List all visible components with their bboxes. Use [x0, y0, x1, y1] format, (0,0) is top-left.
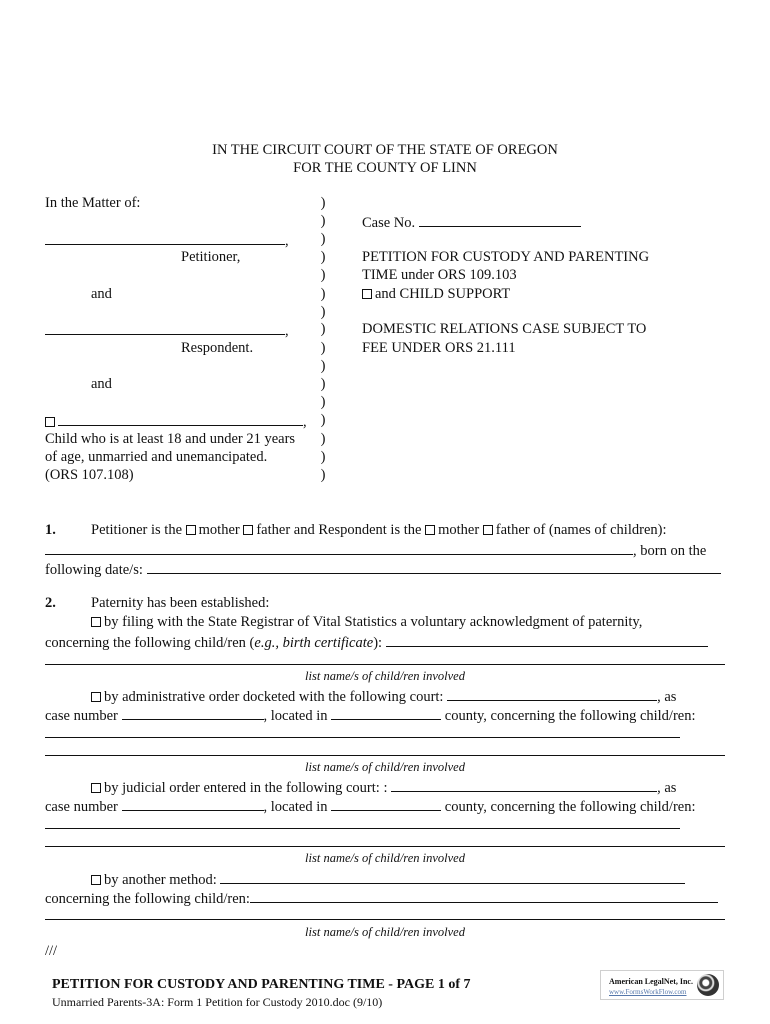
court-heading: IN THE CIRCUIT COURT OF THE STATE OF OREGON [212, 142, 558, 158]
concerning-text-end: ): [373, 635, 383, 651]
petitioner-mother-checkbox[interactable] [186, 525, 196, 535]
case-number-field[interactable] [362, 214, 581, 231]
concerning-children-text: concerning the following child/ren: [45, 891, 250, 907]
birth-dates-field[interactable] [45, 561, 721, 578]
other-method-option[interactable] [91, 871, 685, 888]
section-1-number: 1. [45, 522, 56, 538]
child-desc-line3: (ORS 107.108) [45, 467, 134, 483]
administrative-children-line-2[interactable] [45, 755, 725, 756]
comma: , [303, 414, 307, 430]
administrative-case-field[interactable] [45, 707, 696, 724]
caption-paren: ) [320, 249, 326, 265]
judicial-children-line-1[interactable] [45, 828, 680, 829]
voluntary-ack-children-line-2[interactable] [45, 664, 725, 665]
following-dates-label: following date/s: [45, 562, 143, 578]
caption-paren: ) [320, 431, 326, 447]
county-concerning-text: county, concerning the following child/ren: [444, 799, 696, 815]
located-in-text: , located in [263, 799, 328, 815]
comma: , [285, 323, 289, 339]
footer-title: PETITION FOR CUSTODY AND PARENTING TIME - PAGE 1 of 7 [52, 977, 471, 992]
seal-icon [697, 974, 719, 996]
judicial-case-number-line[interactable] [122, 798, 264, 811]
mother-label: mother [198, 522, 240, 538]
caption-paren: ) [320, 467, 326, 483]
judicial-children-line-2[interactable] [45, 846, 725, 847]
in-matter-label: In the Matter of: [45, 195, 141, 211]
section-1-parent-line [91, 523, 666, 538]
case-number-label: Case No. [362, 215, 416, 231]
case-number-text: case number [45, 799, 118, 815]
list-children-hint: list name/s of child/ren involved [305, 925, 465, 939]
judicial-order-checkbox[interactable] [91, 783, 101, 793]
footer-subtitle: Unmarried Parents-3A: Form 1 Petition for Custody 2010.doc (9/10) [52, 995, 383, 1009]
judicial-court-line[interactable] [391, 779, 657, 792]
child-desc-line2: of age, unmarried and unemancipated. [45, 449, 268, 465]
voluntary-ack-option[interactable] [91, 615, 642, 630]
petitioner-father-checkbox[interactable] [243, 525, 253, 535]
children-names-field[interactable] [45, 542, 706, 559]
administrative-order-checkbox[interactable] [91, 692, 101, 702]
caption-paren: ) [320, 449, 326, 465]
caption-paren: ) [320, 376, 326, 392]
logo-company-name: American LegalNet, Inc. [609, 977, 693, 986]
judicial-order-text: by judicial order entered in the following court: : [104, 780, 388, 796]
caption-paren: ) [320, 340, 326, 356]
caption-paren: ) [320, 231, 326, 247]
county-concerning-text: county, concerning the following child/ren: [444, 708, 696, 724]
mother-label: mother [438, 522, 480, 538]
caption-paren: ) [320, 358, 326, 374]
list-children-hint: list name/s of child/ren involved [305, 851, 465, 865]
child-name-field[interactable] [45, 413, 307, 430]
petition-title-line2: TIME under ORS 109.103 [362, 267, 517, 283]
respondent-father-checkbox[interactable] [483, 525, 493, 535]
birth-certificate-example: e.g., birth certificate [254, 635, 374, 651]
other-method-children-field[interactable] [45, 890, 718, 907]
child-support-label: and CHILD SUPPORT [375, 286, 511, 302]
caption-paren: ) [320, 213, 326, 229]
petitioner-name-field[interactable] [45, 232, 289, 249]
other-method-text: by another method: [104, 872, 217, 888]
located-in-text: , located in [263, 708, 328, 724]
domestic-relations-line1: DOMESTIC RELATIONS CASE SUBJECT TO [362, 321, 647, 337]
voluntary-ack-checkbox[interactable] [91, 617, 101, 627]
comma: , [285, 233, 289, 249]
judicial-county-line[interactable] [331, 798, 441, 811]
list-children-hint: list name/s of child/ren involved [305, 669, 465, 683]
child-name-line[interactable] [58, 413, 303, 426]
administrative-case-number-line[interactable] [122, 707, 264, 720]
judicial-case-field[interactable] [45, 798, 696, 815]
administrative-order-text: by administrative order docketed with the following court: [104, 689, 444, 705]
caption-paren: ) [320, 286, 326, 302]
continued-marker: /// [45, 943, 58, 959]
case-number-text: case number [45, 708, 118, 724]
respondent-name-line[interactable] [45, 322, 285, 335]
caption-paren: ) [320, 267, 326, 283]
respondent-is-text: and Respondent is the [293, 522, 422, 538]
caption-paren: ) [320, 321, 326, 337]
voluntary-ack-text: by filing with the State Registrar of Vital Statistics a voluntary acknowledgment of paternity, [104, 614, 643, 630]
section-2-number: 2. [45, 595, 56, 611]
other-method-children-line[interactable] [250, 890, 718, 903]
child-support-checkbox[interactable] [362, 289, 372, 299]
children-names-line[interactable] [45, 542, 633, 555]
birth-dates-line[interactable] [147, 561, 721, 574]
father-of-children-label: father of (names of children): [495, 522, 667, 538]
other-method-checkbox[interactable] [91, 875, 101, 885]
petitioner-label: Petitioner, [181, 249, 241, 265]
administrative-children-line-1[interactable] [45, 737, 680, 738]
and-label-1: and [91, 286, 112, 302]
child-support-option[interactable] [362, 287, 510, 302]
father-label: father [256, 522, 291, 538]
concerning-text: concerning the following child/ren ( [45, 635, 255, 651]
domestic-relations-line2: FEE UNDER ORS 21.111 [362, 340, 516, 356]
respondent-name-field[interactable] [45, 322, 289, 339]
voluntary-ack-children-line[interactable] [386, 634, 708, 647]
respondent-mother-checkbox[interactable] [425, 525, 435, 535]
voluntary-ack-children-field[interactable] [45, 634, 708, 651]
born-on-text: , born on the [633, 543, 707, 559]
and-label-2: and [91, 376, 112, 392]
caption-paren: ) [320, 394, 326, 410]
petitioner-is-text: Petitioner is the [91, 522, 183, 538]
county-heading: FOR THE COUNTY OF LINN [293, 160, 477, 176]
other-method-children-line-2[interactable] [45, 919, 725, 920]
caption-paren: ) [320, 412, 326, 428]
case-number-line[interactable] [419, 214, 581, 227]
caption-paren: ) [320, 304, 326, 320]
caption-paren: ) [320, 195, 326, 211]
administrative-order-option[interactable] [91, 688, 676, 705]
administrative-court-line[interactable] [447, 688, 657, 701]
as-text: , as [657, 780, 677, 796]
judicial-order-option[interactable] [91, 779, 676, 796]
paternity-intro: Paternity has been established: [91, 595, 270, 611]
other-method-line[interactable] [220, 871, 685, 884]
legalnet-logo[interactable] [600, 970, 724, 1000]
list-children-hint: list name/s of child/ren involved [305, 760, 465, 774]
administrative-county-line[interactable] [331, 707, 441, 720]
respondent-label: Respondent. [181, 340, 254, 356]
petitioner-name-line[interactable] [45, 232, 285, 245]
logo-url-link[interactable]: www.FormsWorkFlow.com [609, 988, 687, 996]
child-checkbox[interactable] [45, 417, 55, 427]
as-text: , as [657, 689, 677, 705]
child-desc-line1: Child who is at least 18 and under 21 years [45, 431, 296, 447]
petition-title-line1: PETITION FOR CUSTODY AND PARENTING [362, 249, 650, 265]
